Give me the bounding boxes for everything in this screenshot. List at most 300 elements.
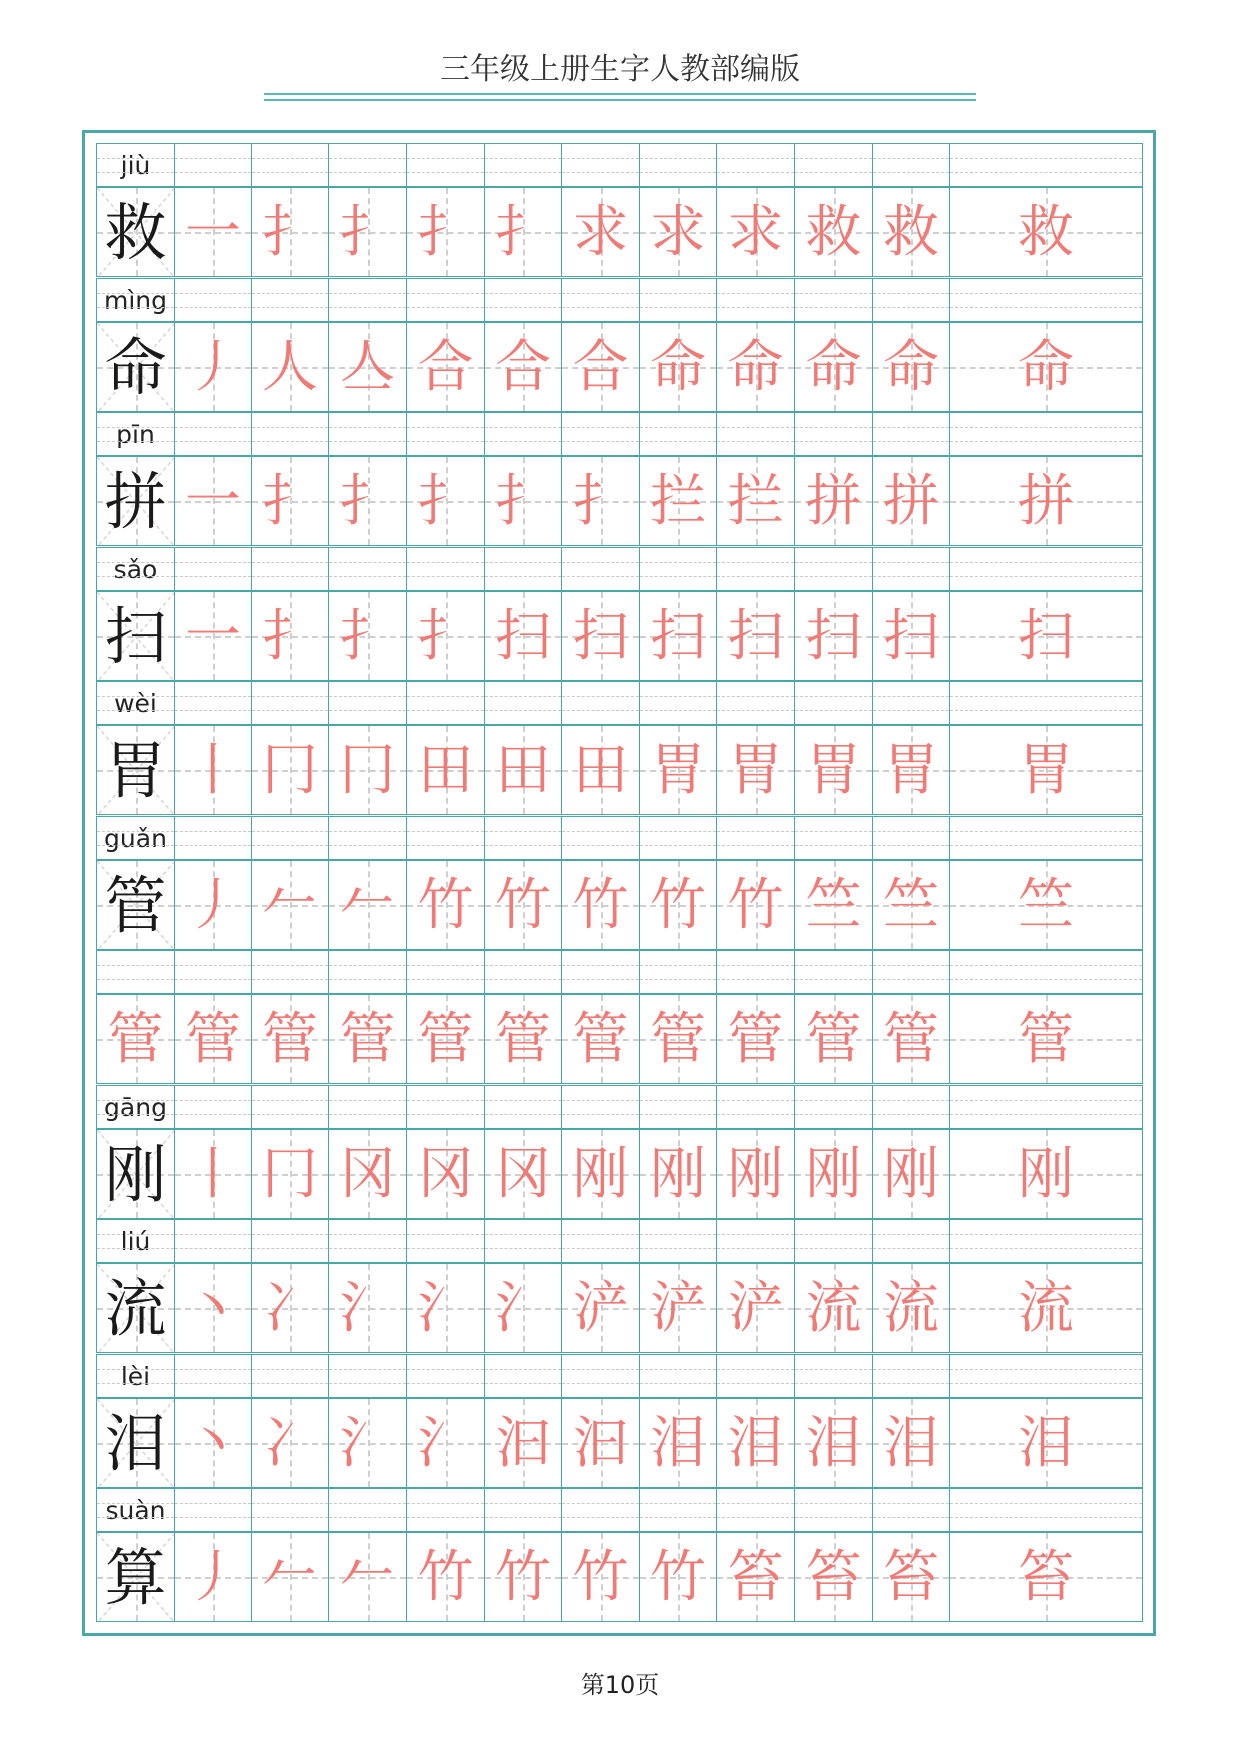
- stroke-order-character: 扫: [1018, 603, 1074, 669]
- pinyin-label: pīn: [116, 420, 155, 449]
- trace-character-cell: [561, 1263, 640, 1353]
- trace-character-cell: [174, 322, 252, 412]
- stroke-order-character: 救: [805, 200, 862, 265]
- stroke-order-character: 救: [1018, 200, 1074, 265]
- stroke-order-character: 冫: [262, 1410, 318, 1476]
- stroke-order-character: 刚: [1018, 1141, 1074, 1207]
- pinyin-practice-cell: [484, 1488, 562, 1532]
- pinyin-practice-cell: [406, 412, 485, 456]
- pinyin-practice-cell: [794, 547, 873, 591]
- pinyin-practice-cell: [561, 816, 640, 860]
- pinyin-practice-cell: [328, 681, 407, 725]
- stroke-order-character: 笞: [805, 1545, 862, 1610]
- trace-character-cell: [716, 860, 795, 950]
- stroke-order-character: 浐: [650, 1276, 706, 1341]
- trace-character-cell: [328, 187, 407, 277]
- pinyin-practice-cell: [251, 816, 329, 860]
- pinyin-label: gāng: [104, 1092, 167, 1122]
- stroke-order-character: 刚: [572, 1141, 629, 1207]
- trace-character-cell: [872, 994, 950, 1084]
- trace-character-cell: [794, 591, 873, 681]
- stroke-order-character: 扫: [727, 603, 784, 669]
- stroke-order-character: 扫: [495, 603, 551, 669]
- pinyin-practice-cell: [949, 1354, 1143, 1398]
- pinyin-practice-cell: [251, 1354, 329, 1398]
- stroke-order-character: 命: [805, 334, 862, 400]
- pinyin-cell: [96, 412, 175, 456]
- stroke-order-character: 刚: [805, 1141, 862, 1207]
- pinyin-practice-cell: [639, 1085, 717, 1129]
- trace-character-cell: [484, 994, 562, 1084]
- pinyin-practice-cell: [406, 1085, 485, 1129]
- trace-character-cell: [794, 1263, 873, 1353]
- pinyin-practice-cell: [561, 547, 640, 591]
- trace-character-cell: [406, 456, 485, 546]
- trace-character-cell: [174, 725, 252, 815]
- stroke-order-character: 丶: [185, 1276, 241, 1341]
- pinyin-practice-cell: [328, 278, 407, 322]
- model-character-cell: [96, 1532, 175, 1622]
- pinyin-practice-cell: [484, 950, 562, 994]
- pinyin-practice-cell: [174, 1488, 252, 1532]
- stroke-order-character: 拼: [805, 469, 862, 534]
- stroke-order-character: 笞: [1018, 1545, 1074, 1610]
- pinyin-practice-cell: [251, 547, 329, 591]
- pinyin-label: lèi: [120, 1361, 151, 1391]
- stroke-order-character: 田: [417, 738, 474, 803]
- trace-character-cell: [716, 1129, 795, 1219]
- pinyin-practice-cell: [484, 547, 562, 591]
- pinyin-practice-cell: [794, 816, 873, 860]
- trace-character-cell: [174, 1532, 252, 1622]
- trace-character-cell: [328, 1263, 407, 1353]
- pinyin-cell: [96, 1085, 175, 1129]
- model-character-cell: [96, 725, 175, 815]
- stroke-order-character: 竹: [572, 872, 629, 938]
- trace-character-cell: [949, 1532, 1143, 1622]
- stroke-order-character: 拼: [1018, 469, 1074, 534]
- trace-character-cell: [872, 322, 950, 412]
- pinyin-label: mìng: [103, 285, 167, 315]
- character-row: [96, 681, 1142, 815]
- stroke-order-character: 胃: [650, 738, 706, 803]
- trace-character-cell: [639, 322, 717, 412]
- trace-character-cell: [406, 1532, 485, 1622]
- trace-character-cell: [251, 725, 329, 815]
- trace-character-cell: [484, 860, 562, 950]
- pinyin-practice-cell: [251, 1219, 329, 1263]
- pinyin-practice-cell: [174, 547, 252, 591]
- trace-character-cell: [949, 322, 1143, 412]
- stroke-order-character: 命: [1018, 334, 1074, 400]
- character-row: [96, 950, 1142, 1084]
- stroke-order-character: 胃: [727, 738, 784, 803]
- trace-character-cell: [406, 322, 485, 412]
- stroke-order-character: 𠂉: [339, 1545, 396, 1610]
- stroke-order-character: 竹: [417, 1545, 474, 1610]
- stroke-order-character: 扌: [572, 469, 629, 534]
- model-character: 流: [104, 1272, 167, 1345]
- pinyin-practice-cell: [251, 412, 329, 456]
- pinyin-practice-cell: [328, 1488, 407, 1532]
- pinyin-practice-cell: [639, 278, 717, 322]
- pinyin-practice-cell: [639, 547, 717, 591]
- model-character-cell: [96, 860, 175, 950]
- trace-character-cell: [328, 591, 407, 681]
- pinyin-practice-cell: [872, 1354, 950, 1398]
- stroke-order-character: 丨: [185, 738, 241, 803]
- trace-character-cell: [794, 187, 873, 277]
- trace-character-cell: [328, 1129, 407, 1219]
- pinyin-practice-cell: [716, 950, 795, 994]
- stroke-order-character: 泪: [805, 1410, 862, 1476]
- pinyin-practice-cell: [484, 1085, 562, 1129]
- trace-character-cell: [639, 187, 717, 277]
- stroke-order-character: 流: [883, 1276, 939, 1341]
- trace-character-cell: [949, 1398, 1143, 1488]
- pinyin-practice-cell: [872, 1219, 950, 1263]
- stroke-order-character: 泪: [727, 1410, 784, 1476]
- trace-character-cell: [794, 994, 873, 1084]
- stroke-order-character: 扫: [883, 603, 939, 669]
- pinyin-practice-cell: [561, 1085, 640, 1129]
- trace-character-cell: [561, 456, 640, 546]
- pinyin-cell: [96, 816, 175, 860]
- stroke-order-character: 竺: [883, 872, 939, 938]
- trace-character-cell: [794, 456, 873, 546]
- character-row: [96, 1085, 1142, 1219]
- character-row: [96, 816, 1142, 950]
- model-character: 救: [104, 196, 167, 269]
- trace-character-cell: [716, 994, 795, 1084]
- stroke-order-character: 流: [1018, 1276, 1074, 1341]
- stroke-order-character: 管: [883, 1007, 939, 1072]
- trace-character-cell: [251, 322, 329, 412]
- pinyin-practice-cell: [716, 681, 795, 725]
- pinyin-practice-cell: [174, 412, 252, 456]
- stroke-order-character: 合: [417, 334, 474, 400]
- trace-character-cell: [174, 994, 252, 1084]
- pinyin-practice-cell: [561, 950, 640, 994]
- pinyin-practice-cell: [561, 278, 640, 322]
- trace-character-cell: [949, 1263, 1143, 1353]
- stroke-order-character: 刚: [727, 1141, 784, 1207]
- pinyin-practice-cell: [174, 1219, 252, 1263]
- stroke-order-character: 命: [883, 334, 939, 400]
- pinyin-practice-cell: [484, 143, 562, 187]
- stroke-order-character: 刚: [883, 1141, 939, 1207]
- stroke-order-character: 管: [572, 1007, 629, 1072]
- stroke-order-character: 合: [572, 334, 629, 400]
- model-character-cell: [96, 187, 175, 277]
- pinyin-label: guǎn: [104, 823, 167, 853]
- trace-character-cell: [716, 322, 795, 412]
- trace-character-cell: [794, 322, 873, 412]
- pinyin-practice-cell: [174, 950, 252, 994]
- character-row: [96, 1219, 1142, 1353]
- title-underline: [264, 99, 976, 101]
- pinyin-practice-cell: [716, 816, 795, 860]
- trace-character-cell: [716, 1263, 795, 1353]
- pinyin-practice-cell: [872, 816, 950, 860]
- stroke-order-character: 一: [185, 469, 241, 534]
- trace-character-cell: [639, 725, 717, 815]
- pinyin-practice-cell: [716, 1219, 795, 1263]
- stroke-order-character: 氵: [417, 1410, 474, 1476]
- stroke-order-character: 冂: [339, 738, 396, 803]
- stroke-order-character: 冈: [495, 1141, 551, 1207]
- trace-character-cell: [949, 591, 1143, 681]
- pinyin-practice-cell: [639, 950, 717, 994]
- stroke-order-character: 合: [495, 334, 551, 400]
- trace-character-cell: [484, 1532, 562, 1622]
- stroke-order-character: 𠂉: [262, 872, 318, 938]
- trace-character-cell: [328, 860, 407, 950]
- pinyin-practice-cell: [794, 412, 873, 456]
- stroke-order-character: 𠂉: [262, 1545, 318, 1610]
- trace-character-cell: [872, 456, 950, 546]
- pinyin-cell: [96, 547, 175, 591]
- model-character: 扫: [104, 599, 167, 673]
- pinyin-practice-cell: [406, 1488, 485, 1532]
- stroke-order-character: 求: [572, 200, 629, 265]
- pinyin-practice-cell: [716, 278, 795, 322]
- trace-character-cell: [872, 1532, 950, 1622]
- stroke-order-character: 氵: [495, 1276, 551, 1341]
- stroke-order-character: 冂: [262, 1141, 318, 1207]
- stroke-order-character: 竹: [727, 872, 784, 938]
- stroke-order-character: 𠂉: [339, 872, 396, 938]
- pinyin-practice-cell: [328, 412, 407, 456]
- model-character: 胃: [104, 734, 167, 807]
- trace-character-cell: [716, 725, 795, 815]
- pinyin-practice-cell: [639, 412, 717, 456]
- stroke-order-character: 泪: [883, 1410, 939, 1476]
- stroke-order-character: 扌: [262, 603, 318, 669]
- page-number: 第10页: [580, 1671, 660, 1699]
- stroke-order-character: 浐: [727, 1276, 784, 1341]
- stroke-order-character: 管: [495, 1007, 551, 1072]
- model-character-cell: [96, 456, 175, 546]
- trace-character-cell: [872, 1398, 950, 1488]
- trace-character-cell: [872, 591, 950, 681]
- pinyin-cell: [96, 1488, 175, 1532]
- trace-character-cell: [484, 187, 562, 277]
- pinyin-cell: [96, 278, 175, 322]
- trace-character-cell: [251, 1532, 329, 1622]
- trace-character-cell: [872, 1129, 950, 1219]
- stroke-order-character: 一: [185, 200, 241, 265]
- pinyin-practice-cell: [174, 143, 252, 187]
- pinyin-practice-cell: [406, 816, 485, 860]
- trace-character-cell: [406, 1263, 485, 1353]
- trace-character-cell: [484, 322, 562, 412]
- trace-character-cell: [561, 591, 640, 681]
- pinyin-practice-cell: [174, 816, 252, 860]
- pinyin-practice-cell: [872, 681, 950, 725]
- pinyin-practice-cell: [328, 143, 407, 187]
- stroke-order-character: 扌: [495, 469, 551, 534]
- trace-character-cell: [949, 456, 1143, 546]
- stroke-order-character: 竹: [650, 1545, 706, 1610]
- stroke-order-character: 浐: [572, 1276, 629, 1341]
- trace-character-cell: [561, 725, 640, 815]
- stroke-order-character: 救: [883, 200, 939, 265]
- trace-character-cell: [251, 1398, 329, 1488]
- stroke-order-character: 管: [339, 1007, 396, 1072]
- stroke-order-character: 笞: [883, 1545, 939, 1610]
- pinyin-practice-cell: [794, 1219, 873, 1263]
- trace-character-cell: [328, 725, 407, 815]
- trace-character-cell: [484, 1398, 562, 1488]
- model-character-cell: [96, 1129, 175, 1219]
- pinyin-practice-cell: [716, 1488, 795, 1532]
- pinyin-practice-cell: [639, 1488, 717, 1532]
- trace-character-cell: [716, 456, 795, 546]
- trace-character-cell: [716, 1532, 795, 1622]
- pinyin-practice-cell: [174, 278, 252, 322]
- pinyin-practice-cell: [251, 681, 329, 725]
- stroke-order-character: 扌: [339, 603, 396, 669]
- pinyin-practice-cell: [561, 1354, 640, 1398]
- stroke-order-character: 竺: [805, 872, 862, 938]
- pinyin-cell: [96, 143, 175, 187]
- trace-character-cell: [639, 1398, 717, 1488]
- stroke-order-character: 求: [650, 200, 706, 265]
- trace-character-cell: [251, 591, 329, 681]
- trace-character-cell: [251, 994, 329, 1084]
- pinyin-practice-cell: [949, 278, 1143, 322]
- pinyin-practice-cell: [794, 1354, 873, 1398]
- stroke-order-character: 竹: [650, 872, 706, 938]
- pinyin-practice-cell: [561, 143, 640, 187]
- pinyin-practice-cell: [716, 143, 795, 187]
- trace-character-cell: [561, 322, 640, 412]
- stroke-order-character: 田: [495, 738, 551, 803]
- pinyin-practice-cell: [328, 1219, 407, 1263]
- character-row: [96, 143, 1142, 277]
- trace-character-cell: [794, 1398, 873, 1488]
- trace-character-cell: [794, 725, 873, 815]
- trace-character-cell: [639, 1532, 717, 1622]
- stroke-order-character: 命: [650, 334, 706, 400]
- pinyin-cell: [96, 1219, 175, 1263]
- pinyin-practice-cell: [328, 950, 407, 994]
- trace-character-cell: [561, 1398, 640, 1488]
- stroke-order-character: 胃: [1018, 738, 1074, 803]
- trace-character-cell: [328, 994, 407, 1084]
- pinyin-practice-cell: [406, 143, 485, 187]
- trace-character-cell: [949, 994, 1143, 1084]
- trace-character-cell: [484, 1263, 562, 1353]
- pinyin-practice-cell: [949, 1085, 1143, 1129]
- stroke-order-character: 管: [727, 1007, 784, 1072]
- pinyin-label: sǎo: [113, 554, 158, 584]
- stroke-order-character: 冈: [417, 1141, 474, 1207]
- stroke-order-character: 刚: [650, 1141, 706, 1207]
- stroke-order-character: 管: [262, 1007, 318, 1072]
- pinyin-practice-cell: [872, 950, 950, 994]
- pinyin-practice-cell: [174, 1354, 252, 1398]
- stroke-order-character: 泪: [1018, 1410, 1074, 1476]
- model-character: 管: [107, 1007, 164, 1072]
- trace-character-cell: [174, 1263, 252, 1353]
- trace-character-cell: [406, 994, 485, 1084]
- stroke-order-character: 扌: [417, 603, 474, 669]
- trace-character-cell: [406, 1129, 485, 1219]
- stroke-order-character: 命: [727, 334, 784, 400]
- trace-character-cell: [949, 187, 1143, 277]
- stroke-order-character: 汩: [572, 1410, 629, 1476]
- stroke-order-character: 拼: [883, 469, 939, 534]
- stroke-order-character: 扫: [572, 603, 629, 669]
- stroke-order-character: 氵: [339, 1410, 396, 1476]
- pinyin-practice-cell: [872, 1085, 950, 1129]
- pinyin-practice-cell: [639, 681, 717, 725]
- trace-character-cell: [406, 187, 485, 277]
- trace-character-cell: [561, 994, 640, 1084]
- stroke-order-character: 管: [650, 1007, 706, 1072]
- trace-character-cell: [639, 456, 717, 546]
- trace-character-cell: [251, 1129, 329, 1219]
- pinyin-cell: [96, 681, 175, 725]
- model-character: 泪: [104, 1406, 167, 1480]
- model-character-cell: [96, 1263, 175, 1353]
- stroke-order-character: 扌: [417, 200, 474, 265]
- trace-character-cell: [174, 591, 252, 681]
- pinyin-practice-cell: [639, 143, 717, 187]
- pinyin-practice-cell: [561, 1488, 640, 1532]
- model-character-cell: [96, 591, 175, 681]
- practice-grid: [96, 143, 1142, 1623]
- trace-character-cell: [872, 725, 950, 815]
- stroke-order-character: 竹: [572, 1545, 629, 1610]
- pinyin-practice-cell: [949, 1219, 1143, 1263]
- trace-character-cell: [174, 1129, 252, 1219]
- title-underline: [264, 93, 976, 95]
- trace-character-cell: [561, 1532, 640, 1622]
- trace-character-cell: [251, 456, 329, 546]
- pinyin-practice-cell: [716, 547, 795, 591]
- pinyin-practice-cell: [794, 681, 873, 725]
- pinyin-practice-cell: [949, 547, 1143, 591]
- stroke-order-character: 汩: [495, 1410, 551, 1476]
- pinyin-practice-cell: [174, 1085, 252, 1129]
- stroke-order-character: 拦: [727, 469, 784, 534]
- pinyin-practice-cell: [484, 278, 562, 322]
- trace-character-cell: [406, 860, 485, 950]
- model-character: 刚: [104, 1137, 167, 1211]
- pinyin-practice-cell: [484, 681, 562, 725]
- pinyin-practice-cell: [794, 1488, 873, 1532]
- stroke-order-character: 笞: [727, 1545, 784, 1610]
- stroke-order-character: 扌: [339, 469, 396, 534]
- trace-character-cell: [716, 1398, 795, 1488]
- pinyin-practice-cell: [406, 1354, 485, 1398]
- model-character-cell: [96, 994, 175, 1084]
- stroke-order-character: 丿: [185, 334, 241, 400]
- trace-character-cell: [639, 1263, 717, 1353]
- pinyin-practice-cell: [794, 1085, 873, 1129]
- stroke-order-character: 丶: [185, 1410, 241, 1476]
- stroke-order-character: 拦: [650, 469, 706, 534]
- trace-character-cell: [328, 456, 407, 546]
- character-row: [96, 1354, 1142, 1488]
- stroke-order-character: 胃: [805, 738, 862, 803]
- trace-character-cell: [251, 860, 329, 950]
- stroke-order-character: 扌: [262, 200, 318, 265]
- stroke-order-character: 人: [262, 334, 318, 400]
